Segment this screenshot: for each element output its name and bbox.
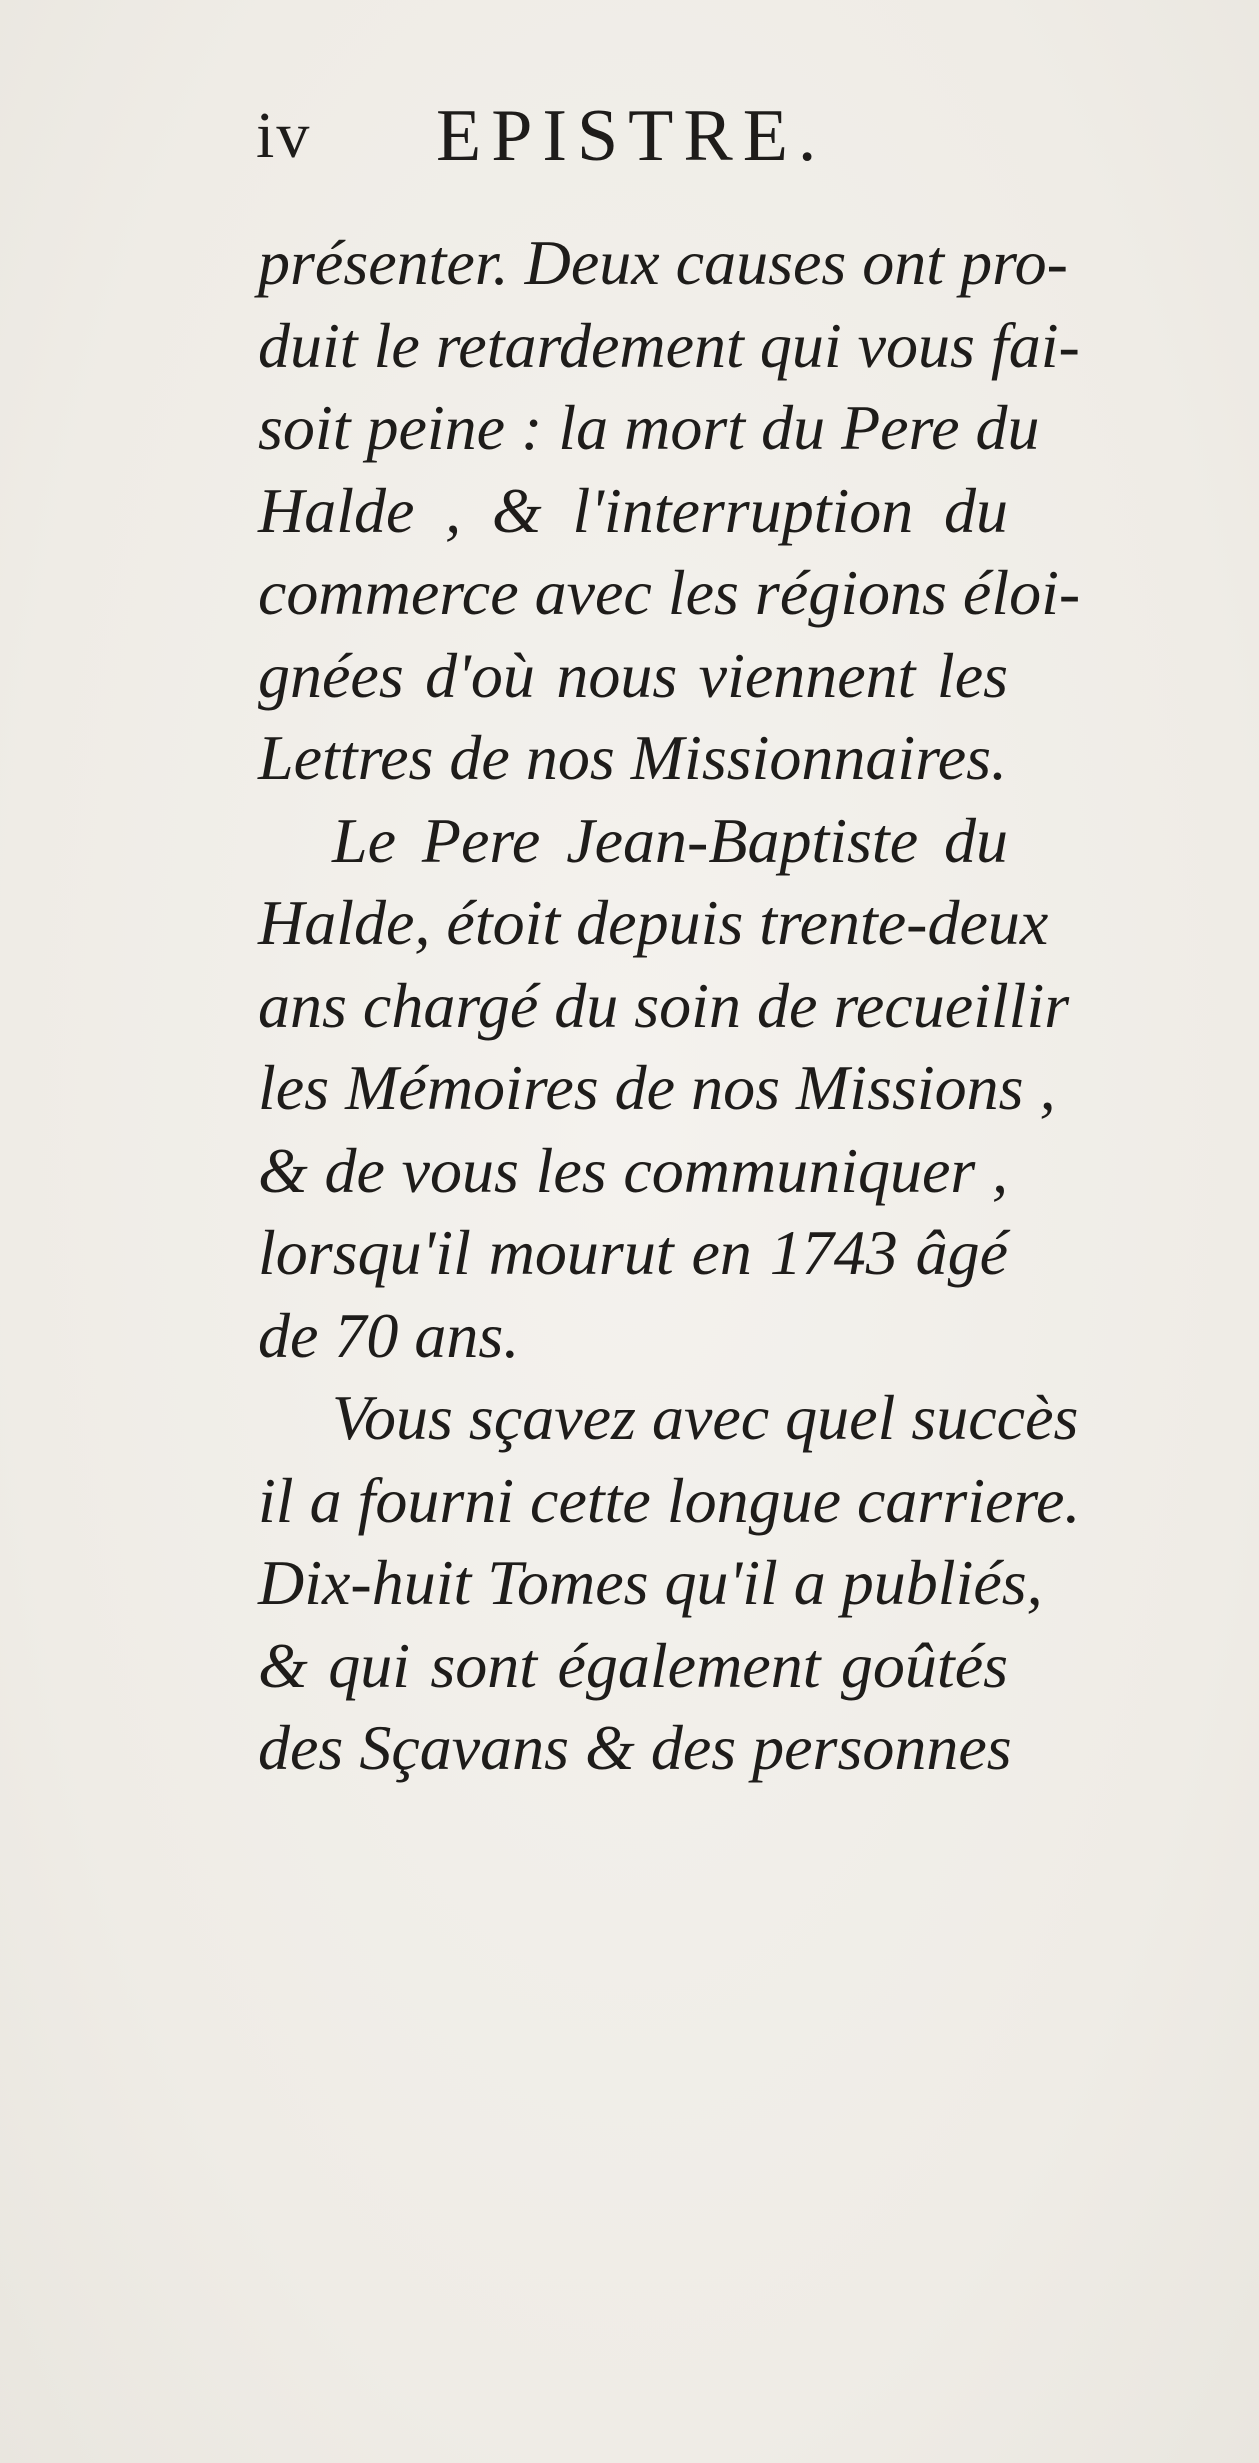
text-line: Halde , & l'interruption du [258,474,1008,546]
text-line: Halde, étoit depuis trente-deux [258,887,1049,958]
text-line: soit peine : la mort du Pere du [258,392,1040,463]
text-line: Dix-huit Tomes qu'il a publiés, [258,1547,1043,1618]
text-line: gnées d'où nous viennent les [258,639,1008,711]
text-line: & qui sont également goûtés [258,1629,1008,1701]
text-line: commerce avec les régions éloi- [258,557,1081,628]
text-line: lorsqu'il mourut en 1743 âgé [258,1217,1008,1288]
page-header [228,96,1048,176]
text-line: & de vous les communiquer , [258,1134,1008,1206]
text-line: des Sçavans & des personnes [258,1712,1012,1783]
text-line: présenter. Deux causes ont pro- [258,227,1068,298]
text-line: il a fourni cette longue carriere. [258,1464,1081,1536]
text-line: les Mémoires de nos Missions , [258,1052,1056,1123]
text-line: Lettres de nos Missionnaires. [258,722,1008,793]
paragraph-first-line: Le Pere Jean-Baptiste du [332,804,1008,876]
body-text [258,222,1081,1790]
text-line: de 70 ans. [258,1299,520,1371]
page-number: iv [256,99,312,172]
running-title: EPISTRE. [436,95,827,177]
text-line: duit le retardement qui vous fai- [258,309,1080,381]
text-line: ans chargé du soin de recueillir [258,969,1070,1041]
paragraph-first-line: Vous sçavez avec quel succès [332,1382,1079,1453]
